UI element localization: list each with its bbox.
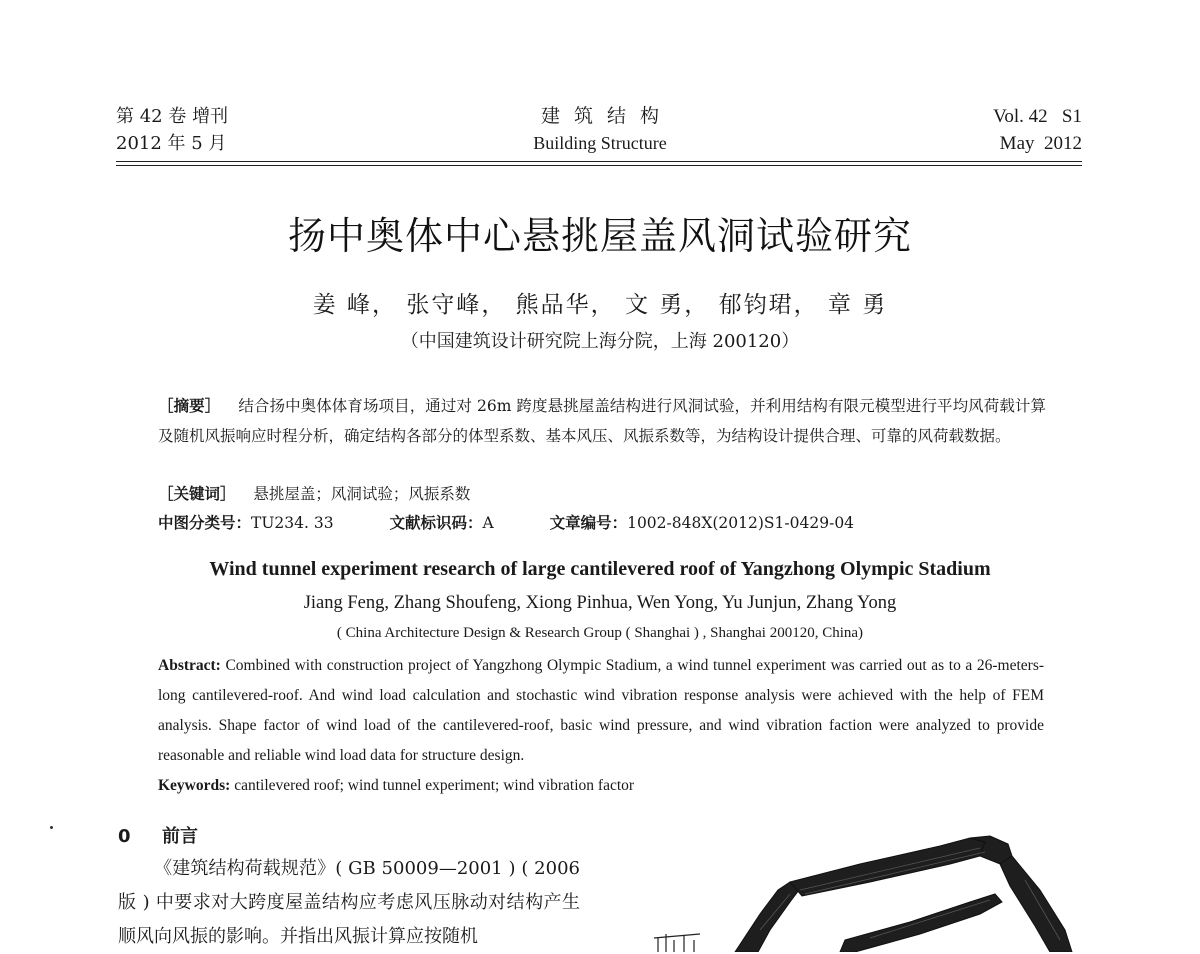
- section-heading: [118, 822, 198, 848]
- stadium-roof-model-figure: [640, 830, 1080, 952]
- abstract-zh-label: ［摘要］: [158, 397, 221, 415]
- paper-title-zh: 扬中奥体中心悬挑屋盖风洞试验研究: [287, 214, 912, 258]
- authors-zh: 姜 峰， 张守峰， 熊品华， 文 勇， 郁钧珺， 章 勇: [312, 292, 888, 318]
- clc-label: 中图分类号：: [158, 514, 252, 532]
- authors-en: Jiang Feng, Zhang Shoufeng, Xiong Pinhua, Wen Yong, Yu Junjun, Zhang Yong: [303, 593, 897, 613]
- classification-line: [158, 510, 854, 536]
- scan-speck: [50, 826, 53, 829]
- keywords-zh: [158, 481, 470, 507]
- paper-title-en: Wind tunnel experiment research of large cantilevered roof of Yangzhong Olympic Stadium: [209, 558, 991, 580]
- affiliation-zh: （中国建筑设计研究院上海分院，上海 200120）: [400, 331, 800, 352]
- doc-code-value: A: [482, 514, 494, 532]
- section-body: [118, 852, 580, 954]
- abstract-zh: [158, 391, 1046, 451]
- keywords-zh-text: 悬挑屋盖；风洞试验；风振系数: [253, 485, 471, 503]
- volume-en: Vol. 42 S1: [993, 106, 1082, 127]
- journal-name-zh: 建筑结构: [540, 105, 673, 127]
- affiliation-en: ( China Architecture Design & Research Group ( Shanghai ) , Shanghai 200120, China): [336, 625, 864, 641]
- header-rule-bottom: [116, 165, 1082, 166]
- section-number: 0: [118, 826, 131, 847]
- section-body-text: 《建筑结构荷载规范》( GB 50009—2001 ) ( 2006 版 ) 中要求对大跨度屋盖结构应考虑风压脉动对结构产生顺风向风振的影响。并指出风振计算应按随机: [118, 858, 580, 947]
- abstract-zh-text: 结合扬中奥体体育场项目，通过对 26m 跨度悬挑屋盖结构进行风洞试验，并利用结构有限元模型进行平均风荷载计算及随机风振响应时程分析，确定结构各部分的体型系数、基本风压、风振系数等，为结构设计提供合理、可靠的风荷载数据。: [158, 397, 1046, 445]
- doc-code-label: 文献标识码：: [389, 514, 483, 532]
- header-rule-top: [116, 161, 1082, 162]
- journal-volume-en: [993, 103, 1082, 157]
- issue-date: 2012 年 5 月: [116, 133, 227, 154]
- journal-name-en: Building Structure: [533, 133, 667, 153]
- keywords-en-label: Keywords:: [158, 777, 231, 794]
- abstract-en: [158, 651, 1044, 771]
- section-title: 前言: [162, 826, 198, 847]
- volume-issue: 第 42 卷 增刊: [116, 106, 229, 127]
- keywords-zh-label: ［关键词］: [158, 485, 236, 503]
- article-number-label: 文章编号：: [549, 514, 628, 532]
- article-number-value: 1002-848X(2012)S1-0429-04: [627, 514, 855, 532]
- keywords-en: [158, 771, 634, 801]
- abstract-en-label: Abstract:: [158, 657, 221, 674]
- clc-value: TU234. 33: [251, 514, 334, 532]
- abstract-en-text: Combined with construction project of Yangzhong Olympic Stadium, a wind tunnel experiment was carried out as to a 26-meters-long cantilevered-roof. And wind load calculation and stochastic wind vibration response analysis were achieved with the help of FEM analysis. Shape factor of wind load of the cantilevered-roof, basic wind pressure, and wind vibration faction were analyzed to provide reasonable and reliable wind load data for structure design.: [158, 657, 1045, 764]
- date-en: May 2012: [999, 133, 1082, 154]
- keywords-en-text: cantilevered roof; wind tunnel experiment; wind vibration factor: [234, 777, 635, 794]
